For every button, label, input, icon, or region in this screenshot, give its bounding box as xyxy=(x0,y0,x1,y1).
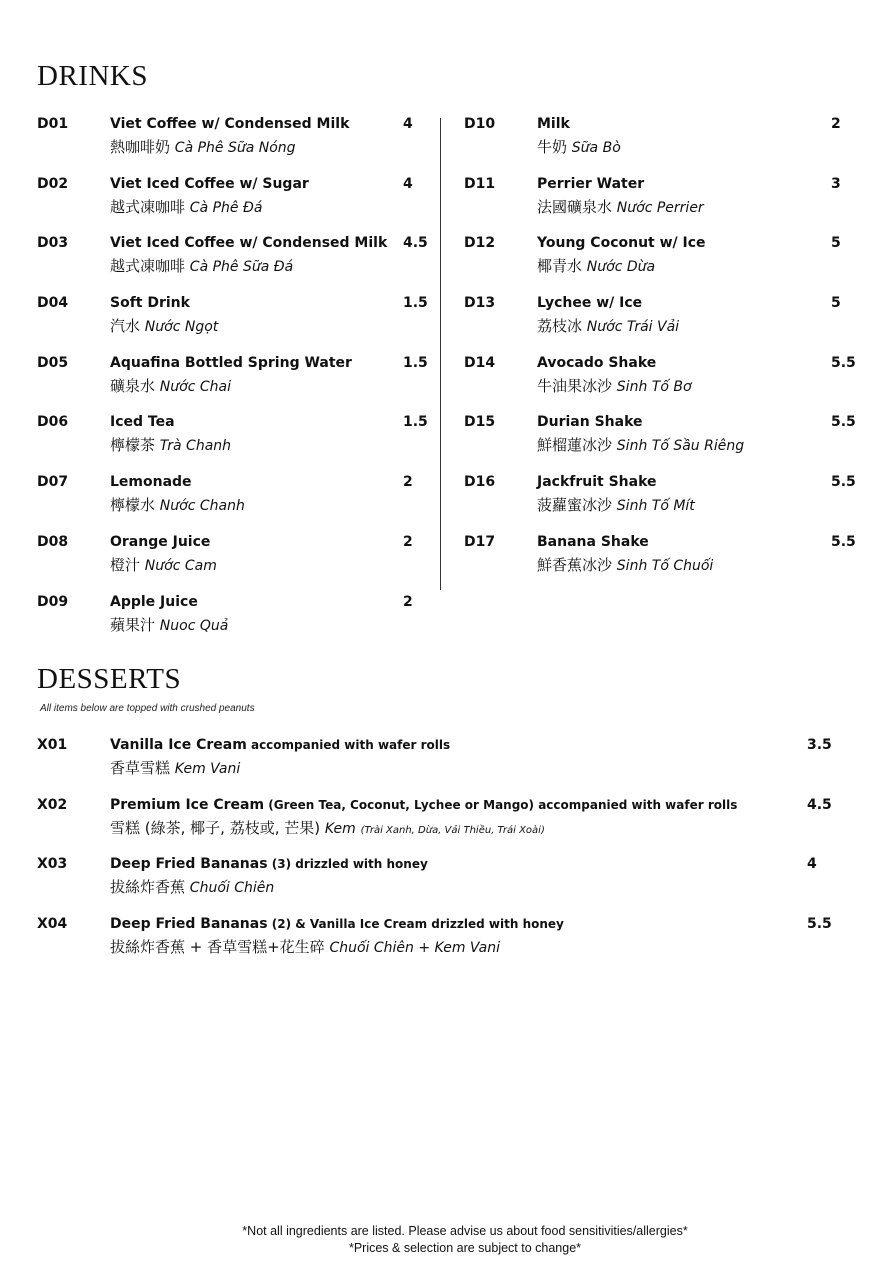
item-price: 5.5 xyxy=(807,916,832,933)
item-price: 4 xyxy=(807,856,817,873)
item-code: D14 xyxy=(464,354,496,371)
item-price: 3.5 xyxy=(807,737,832,753)
item-vietnamese-name: Chuối Chiên xyxy=(189,880,275,897)
item-chinese-name: 香草雪糕 xyxy=(110,759,171,777)
menu-item xyxy=(464,176,864,236)
item-translation xyxy=(537,315,679,336)
menu-item xyxy=(37,594,432,654)
menu-item xyxy=(464,295,864,355)
item-code: D17 xyxy=(464,533,496,550)
item-price: 2 xyxy=(403,533,413,550)
item-vietnamese-name: Kem xyxy=(324,820,356,837)
item-price: 5.5 xyxy=(831,533,856,550)
item-code: X02 xyxy=(37,796,68,813)
menu-item xyxy=(37,534,432,594)
item-translation xyxy=(110,434,231,455)
item-translation xyxy=(110,554,217,575)
item-code: D08 xyxy=(37,533,69,550)
menu-item xyxy=(464,414,864,474)
drinks-left-column xyxy=(37,116,432,653)
item-translation xyxy=(110,817,545,838)
item-name: Vanilla Ice Cream xyxy=(110,737,247,753)
menu-item xyxy=(37,176,432,236)
item-name: Durian Shake xyxy=(537,414,643,431)
item-code: D05 xyxy=(37,354,69,371)
item-price: 5.5 xyxy=(831,474,856,491)
item-description: (2) & Vanilla Ice Cream drizzled with honey xyxy=(267,917,564,932)
drinks-section-title: DRINKS xyxy=(37,60,148,92)
item-code: X04 xyxy=(37,916,68,933)
item-price: 4 xyxy=(403,116,413,132)
item-name-line xyxy=(110,916,564,932)
menu-item xyxy=(37,414,432,474)
item-name: Viet Iced Coffee w/ Condensed Milk xyxy=(110,235,388,252)
menu-item xyxy=(37,295,432,355)
item-vietnamese-name: Sinh Tố Mít xyxy=(616,498,695,515)
item-code: X01 xyxy=(37,737,68,753)
item-name: Avocado Shake xyxy=(537,354,657,371)
item-name: Viet Coffee w/ Condensed Milk xyxy=(110,116,350,132)
item-price: 4 xyxy=(403,175,413,192)
item-name: Lychee w/ Ice xyxy=(537,295,643,312)
item-vietnamese-name: Nuoc Quả xyxy=(159,617,229,634)
item-code: D10 xyxy=(464,116,496,132)
item-price: 5 xyxy=(831,295,841,312)
item-description: (3) drizzled with honey xyxy=(267,857,428,872)
dessert-item xyxy=(37,797,867,857)
item-chinese-name: 拔絲炸香蕉 xyxy=(110,878,186,897)
item-name-line xyxy=(110,737,450,753)
item-vietnamese-name: Cà Phê Sữa Nóng xyxy=(174,140,296,156)
item-name: Viet Iced Coffee w/ Sugar xyxy=(110,175,309,192)
item-chinese-name: 鮮香蕉冰沙 xyxy=(537,555,613,574)
item-name: Lemonade xyxy=(110,474,192,491)
column-divider xyxy=(440,118,441,590)
item-code: X03 xyxy=(37,856,68,873)
item-translation xyxy=(537,434,744,455)
item-vietnamese-name: Trà Chanh xyxy=(159,438,232,455)
item-chinese-name: 蘋果汁 xyxy=(110,615,156,634)
item-code: D15 xyxy=(464,414,496,431)
item-price: 4.5 xyxy=(807,796,832,813)
menu-item xyxy=(37,474,432,534)
item-name: Orange Juice xyxy=(110,533,211,550)
item-translation xyxy=(110,196,262,217)
item-translation xyxy=(537,494,695,515)
menu-item xyxy=(464,534,864,594)
item-code: D04 xyxy=(37,295,69,312)
item-translation xyxy=(110,136,296,157)
item-code: D01 xyxy=(37,116,69,132)
item-translation xyxy=(537,255,655,276)
item-translation xyxy=(110,315,218,336)
menu-item xyxy=(464,355,864,415)
desserts-list xyxy=(37,737,867,976)
item-name: Iced Tea xyxy=(110,414,175,431)
item-name-line xyxy=(110,797,737,813)
item-chinese-name: 荔枝冰 xyxy=(537,317,583,336)
item-description: accompanied with wafer rolls xyxy=(246,738,451,752)
desserts-note: All items below are topped with crushed peanuts xyxy=(40,703,255,714)
menu-item xyxy=(464,474,864,534)
item-price: 2 xyxy=(831,116,841,132)
item-vietnamese-name: Chuối Chiên + Kem Vani xyxy=(329,940,500,957)
item-chinese-name: 汽水 xyxy=(110,317,141,336)
item-chinese-name: 牛油果冰沙 xyxy=(537,376,613,395)
menu-item xyxy=(464,116,864,176)
item-code: D06 xyxy=(37,414,69,431)
item-name: Soft Drink xyxy=(110,295,190,312)
item-code: D13 xyxy=(464,295,496,312)
item-code: D07 xyxy=(37,474,69,491)
item-vietnamese-name: Cà Phê Sữa Đá xyxy=(189,259,294,276)
item-chinese-name: 鮮榴蓮冰沙 xyxy=(537,436,613,455)
item-chinese-name: 雪糕 (綠茶, 椰子, 荔枝或, 芒果) xyxy=(110,818,321,837)
item-vietnamese-name: Sinh Tố Chuối xyxy=(616,557,714,574)
item-translation xyxy=(110,375,231,396)
item-chinese-name: 熱咖啡奶 xyxy=(110,138,171,156)
item-price: 5.5 xyxy=(831,354,856,371)
item-vietnamese-name: Nước Dừa xyxy=(586,259,656,276)
item-code: D11 xyxy=(464,175,496,192)
drinks-right-column xyxy=(464,116,864,594)
item-chinese-name: 菠蘿蜜冰沙 xyxy=(537,496,613,515)
menu-item xyxy=(37,355,432,415)
item-translation xyxy=(537,136,621,157)
item-translation xyxy=(537,196,704,217)
item-translation xyxy=(110,614,228,635)
dessert-item xyxy=(37,856,867,916)
footer-price-note: *Prices & selection are subject to change* xyxy=(348,1241,582,1255)
item-price: 1.5 xyxy=(403,414,428,431)
menu-item xyxy=(464,235,864,295)
item-name: Banana Shake xyxy=(537,533,649,550)
item-price: 5.5 xyxy=(831,414,856,431)
item-price: 1.5 xyxy=(403,354,428,371)
item-translation xyxy=(110,494,245,515)
item-price: 2 xyxy=(403,593,413,610)
item-chinese-name: 檸檬水 xyxy=(110,496,156,515)
item-chinese-name: 礦泉水 xyxy=(110,376,156,395)
item-vietnamese-name: Nước Ngọt xyxy=(144,319,219,336)
menu-item xyxy=(37,235,432,295)
item-name: Premium Ice Cream xyxy=(110,796,265,813)
item-vietnamese-name: Nước Perrier xyxy=(616,199,704,216)
item-name: Perrier Water xyxy=(537,175,645,192)
item-name: Deep Fried Bananas xyxy=(110,916,268,933)
item-name: Aquafina Bottled Spring Water xyxy=(110,354,352,371)
item-name: Deep Fried Bananas xyxy=(110,856,268,873)
item-vietnamese-name: Sữa Bò xyxy=(571,140,621,156)
menu-item xyxy=(37,116,432,176)
item-code: D03 xyxy=(37,235,69,252)
item-vietnamese-name: Nước Cam xyxy=(144,557,217,574)
item-price: 5 xyxy=(831,235,841,252)
item-translation xyxy=(537,375,692,396)
item-price: 4.5 xyxy=(403,235,428,252)
item-chinese-name: 越式凍咖啡 xyxy=(110,197,186,216)
item-chinese-name: 法國礦泉水 xyxy=(537,197,613,216)
item-price: 1.5 xyxy=(403,295,428,312)
item-chinese-name: 拔絲炸香蕉 + 香草雪糕+花生碎 xyxy=(110,938,325,957)
desserts-section-title: DESSERTS xyxy=(37,663,182,695)
item-translation xyxy=(110,876,274,897)
item-chinese-name: 檸檬茶 xyxy=(110,436,156,455)
item-code: D02 xyxy=(37,175,69,192)
item-chinese-name: 牛奶 xyxy=(537,138,568,156)
footer-allergy-note: *Not all ingredients are listed. Please advise us about food sensitivities/allergies* xyxy=(242,1224,688,1238)
item-translation xyxy=(110,936,500,957)
item-translation xyxy=(110,255,293,276)
item-name: Milk xyxy=(537,116,570,132)
item-name: Young Coconut w/ Ice xyxy=(537,235,706,252)
item-price: 2 xyxy=(403,474,413,491)
item-code: D12 xyxy=(464,235,496,252)
dessert-item xyxy=(37,737,867,797)
item-name: Jackfruit Shake xyxy=(537,474,657,491)
item-translation xyxy=(110,757,240,778)
item-code: D16 xyxy=(464,474,496,491)
item-description: (Green Tea, Coconut, Lychee or Mango) accompanied with wafer rolls xyxy=(264,797,738,812)
item-name-line xyxy=(110,856,428,872)
item-chinese-name: 橙汁 xyxy=(110,555,141,574)
item-vietnamese-flavors: (Trài Xanh, Dừa, Vải Thiều, Trái Xoài) xyxy=(360,824,545,836)
item-vietnamese-name: Cà Phê Đá xyxy=(189,199,263,216)
item-vietnamese-name: Sinh Tố Sầu Riêng xyxy=(616,438,745,455)
item-vietnamese-name: Nước Chai xyxy=(159,378,231,395)
item-name: Apple Juice xyxy=(110,593,198,610)
item-vietnamese-name: Nước Trái Vải xyxy=(586,319,680,336)
item-vietnamese-name: Kem Vani xyxy=(174,761,241,777)
item-translation xyxy=(537,554,713,575)
item-price: 3 xyxy=(831,175,841,192)
item-code: D09 xyxy=(37,593,69,610)
dessert-item xyxy=(37,916,867,976)
item-vietnamese-name: Nước Chanh xyxy=(159,498,245,515)
item-chinese-name: 椰青水 xyxy=(537,257,583,276)
item-vietnamese-name: Sinh Tố Bơ xyxy=(616,378,692,395)
item-chinese-name: 越式凍咖啡 xyxy=(110,257,186,276)
